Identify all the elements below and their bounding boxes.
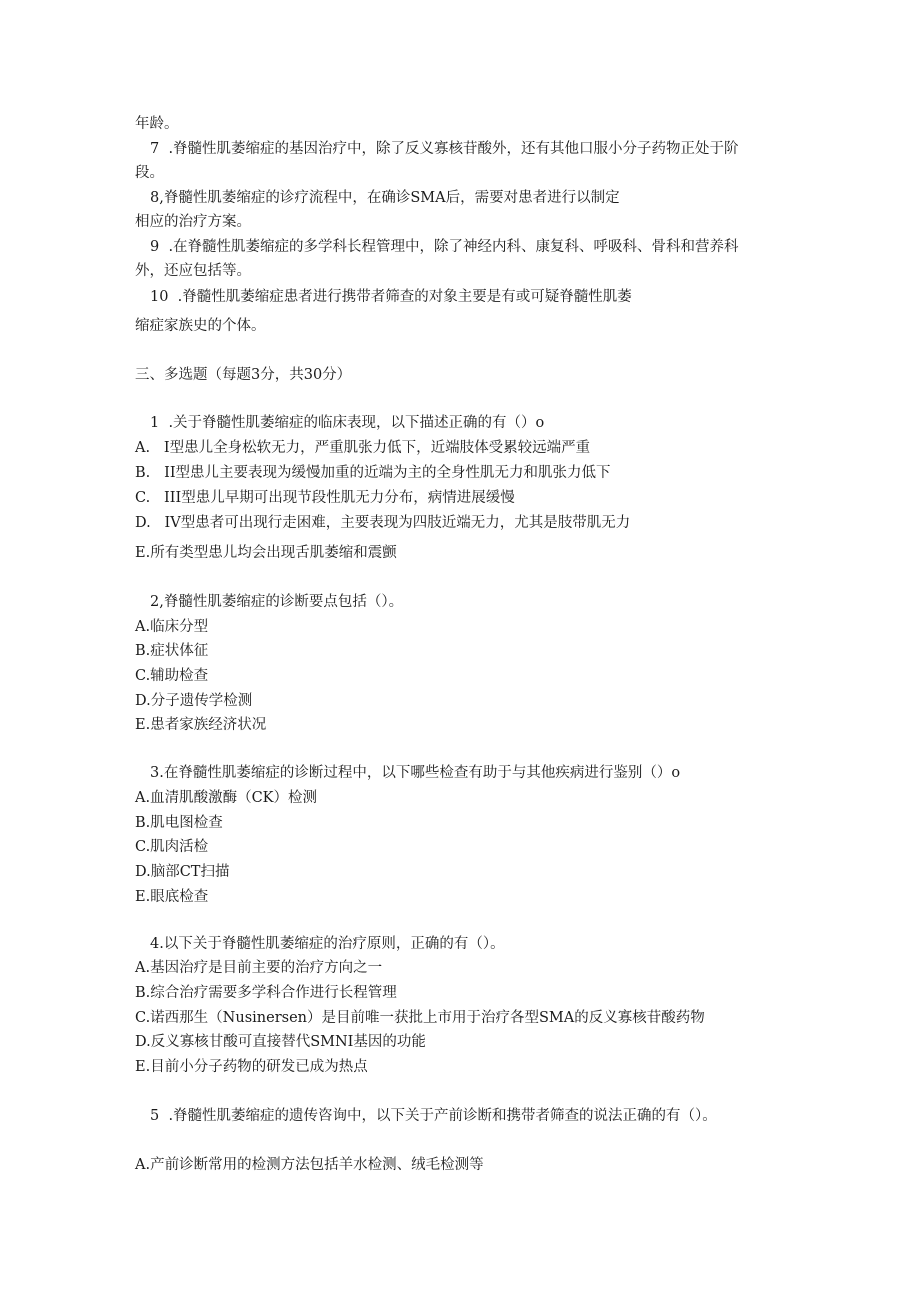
- mc-question-2-option-e: E.患者家族经济状况: [135, 717, 267, 733]
- mc-question-3-option-e: E.眼底检查: [135, 889, 209, 905]
- question-9-line-1: 9 .在脊髓性肌萎缩症的多学科长程管理中，除了神经内科、康复科、呼吸科、骨科和营养科: [150, 239, 739, 255]
- question-10-line-2: 缩症家族史的个体。: [135, 318, 266, 334]
- mc-question-1-option-b: B. II型患儿主要表现为缓慢加重的近端为主的全身性肌无力和肌张力低下: [135, 465, 611, 481]
- mc-question-4-option-d: D.反义寡核甘酸可直接替代SMNI基因的功能: [135, 1034, 426, 1050]
- mc-question-4-option-a: A.基因治疗是目前主要的治疗方向之一: [135, 960, 383, 976]
- mc-question-5-option-a: A.产前诊断常用的检测方法包括羊水检测、绒毛检测等: [135, 1157, 484, 1173]
- mc-question-2-option-d: D.分子遗传学检测: [135, 693, 253, 709]
- mc-question-1-option-e: E.所有类型患儿均会出现舌肌萎缩和震颤: [135, 545, 397, 561]
- section-3-heading: 三、多选题（每题3分，共30分）: [135, 367, 352, 383]
- mc-question-2-option-b: B.症状体征: [135, 643, 209, 659]
- mc-question-2-option-a: A.临床分型: [135, 619, 209, 635]
- mc-question-3-option-a: A.血清肌酸激酶（CK）检测: [135, 790, 318, 806]
- mc-question-1-option-d: D. IV型患者可出现行走困难，主要表现为四肢近端无力，尤其是肢带肌无力: [135, 515, 631, 531]
- mc-question-3-stem: 3.在脊髓性肌萎缩症的诊断过程中，以下哪些检查有助于与其他疾病进行鉴别（）o: [150, 765, 681, 781]
- mc-question-2-option-c: C.辅助检查: [135, 668, 209, 684]
- question-8-line-1: 8,脊髓性肌萎缩症的诊疗流程中，在确诊SMA后，需要对患者进行以制定: [150, 190, 620, 206]
- mc-question-1-option-a: A. I型患儿全身松软无力，严重肌张力低下，近端肢体受累较远端严重: [135, 440, 591, 456]
- mc-question-3-option-d: D.脑部CT扫描: [135, 864, 230, 880]
- q6-tail-text: 年龄。: [135, 116, 179, 132]
- mc-question-2-stem: 2,脊髓性肌萎缩症的诊断要点包括（）。: [150, 594, 404, 610]
- mc-question-4-stem: 4.以下关于脊髓性肌萎缩症的治疗原则，正确的有（）。: [150, 936, 505, 952]
- mc-question-3-option-c: C.肌肉活检: [135, 839, 209, 855]
- mc-question-1-option-c: C. III型患儿早期可出现节段性肌无力分布，病情进展缓慢: [135, 490, 515, 506]
- question-7-line-2: 段。: [135, 165, 164, 181]
- mc-question-3-option-b: B.肌电图检查: [135, 815, 223, 831]
- question-10-line-1: 10 .脊髓性肌萎缩症患者进行携带者筛查的对象主要是有或可疑脊髓性肌萎: [150, 289, 632, 305]
- mc-question-4-option-b: B.综合治疗需要多学科合作进行长程管理: [135, 985, 397, 1001]
- question-7-line-1: 7 .脊髓性肌萎缩症的基因治疗中，除了反义寡核苷酸外，还有其他口服小分子药物正处于阶: [150, 141, 739, 157]
- mc-question-4-option-e: E.目前小分子药物的研发已成为热点: [135, 1059, 368, 1075]
- mc-question-1-stem: 1 .关于脊髓性肌萎缩症的临床表现，以下描述正确的有（）o: [150, 415, 545, 431]
- question-8-line-2: 相应的治疗方案。: [135, 214, 251, 230]
- mc-question-5-stem: 5 .脊髓性肌萎缩症的遗传咨询中，以下关于产前诊断和携带者筛查的说法正确的有（）。: [150, 1108, 717, 1124]
- mc-question-4-option-c: C.诺西那生（Nusinersen）是目前唯一获批上市用于治疗各型SMA的反义寡核苷酸药物: [135, 1010, 705, 1026]
- question-9-line-2: 外，还应包括等。: [135, 263, 251, 279]
